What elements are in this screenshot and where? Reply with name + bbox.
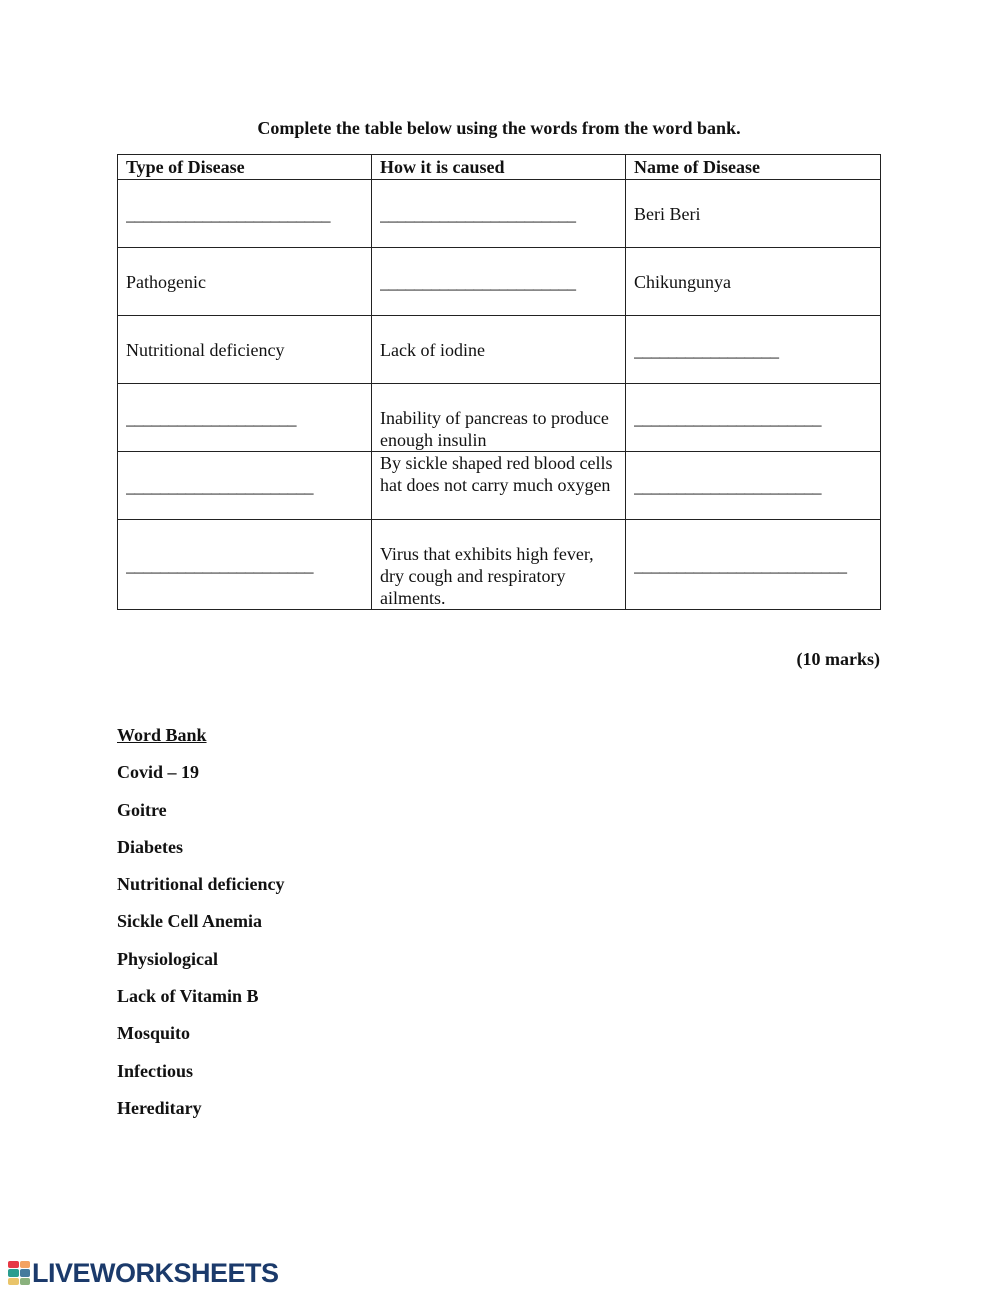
- type-cell[interactable]: ________________________: [118, 180, 372, 248]
- word-bank-item: Covid – 19: [117, 762, 200, 783]
- liveworksheets-logo[interactable]: [8, 1259, 279, 1287]
- logo-square: [20, 1261, 31, 1268]
- name-cell[interactable]: _________________: [626, 316, 881, 384]
- header-how: How it is caused: [372, 155, 626, 180]
- name-cell: Beri Beri: [626, 180, 881, 248]
- word-bank-item: Physiological: [117, 948, 219, 969]
- word-bank-item: Mosquito: [117, 1023, 191, 1044]
- type-cell: Nutritional deficiency: [118, 316, 372, 384]
- logo-square: [8, 1261, 19, 1268]
- how-cell: Lack of iodine: [372, 316, 626, 384]
- header-name: Name of Disease: [626, 155, 881, 180]
- word-bank-item: Sickle Cell Anemia: [117, 911, 262, 932]
- name-cell[interactable]: ______________________: [626, 384, 881, 452]
- logo-mark-icon: [8, 1261, 30, 1285]
- logo-square: [20, 1269, 31, 1276]
- type-cell[interactable]: ____________________: [118, 384, 372, 452]
- table-row: [118, 248, 881, 316]
- table-row: [118, 180, 881, 248]
- word-bank-item: Lack of Vitamin B: [117, 986, 259, 1007]
- table-header-row: [118, 155, 881, 180]
- logo-square: [8, 1269, 19, 1276]
- word-bank-item: Infectious: [117, 1060, 193, 1081]
- how-cell: By sickle shaped red blood cells hat does not carry much oxygen: [372, 452, 626, 520]
- type-cell[interactable]: ______________________: [118, 520, 372, 610]
- logo-square: [20, 1278, 31, 1285]
- how-cell: Inability of pancreas to produce enough insulin: [372, 384, 626, 452]
- disease-table: [117, 154, 881, 610]
- name-cell[interactable]: ______________________: [626, 452, 881, 520]
- word-bank-item: Nutritional deficiency: [117, 874, 285, 895]
- word-bank-item: Hereditary: [117, 1097, 202, 1118]
- table-row: [118, 520, 881, 610]
- word-bank-item: Diabetes: [117, 836, 183, 857]
- name-cell: Chikungunya: [626, 248, 881, 316]
- name-cell[interactable]: _________________________: [626, 520, 881, 610]
- table-row: [118, 316, 881, 384]
- table-row: [118, 384, 881, 452]
- header-type: Type of Disease: [118, 155, 372, 180]
- logo-text: LIVEWORKSHEETS: [32, 1257, 279, 1288]
- table-row: [118, 452, 881, 520]
- marks-label: (10 marks): [796, 649, 880, 669]
- logo-square: [8, 1278, 19, 1285]
- how-cell[interactable]: _______________________: [372, 248, 626, 316]
- how-cell: Virus that exhibits high fever, dry cough and respiratory ailments.: [372, 520, 626, 610]
- word-bank-heading: Word Bank: [117, 725, 207, 745]
- word-bank: [117, 724, 284, 1134]
- word-bank-item: Goitre: [117, 799, 167, 820]
- type-cell[interactable]: ______________________: [118, 452, 372, 520]
- type-cell: Pathogenic: [118, 248, 372, 316]
- how-cell[interactable]: _______________________: [372, 180, 626, 248]
- instruction-title: Complete the table below using the words from the word bank.: [257, 118, 741, 138]
